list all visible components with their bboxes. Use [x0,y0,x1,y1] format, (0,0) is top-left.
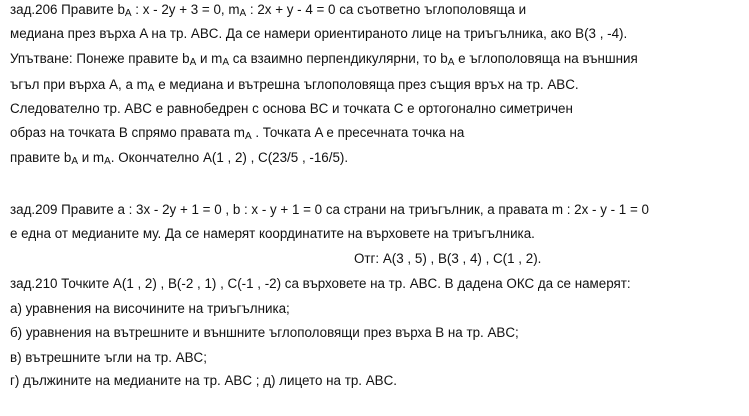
text: и m [78,150,105,165]
hint-206-line-3: Следователно тр. ABC е равнобедрен с основа BC и точката C е ортогонално симетричен [10,101,573,116]
hint-206-line-4 [10,124,464,142]
text: . Окончателно A(1 , 2) , C(23/5 , -16/5). [110,150,349,165]
hint-206-line-1 [10,50,638,68]
text: : 2x + y - 4 = 0 са съответно ъглополовяща и [246,2,527,17]
problem-206-line-1 [10,1,526,19]
problem-210-line-1: зад.210 Точките A(1 , 2) , B(-2 , 1) , C(-1 , -2) са върховете на тр. ABC. В дадена ОКС да се намерят: [10,276,631,291]
text: правите b [10,150,72,165]
text: е ъглополовяща на външния [454,51,638,66]
hint-206-line-2 [10,76,579,94]
problem-210-item-c: в) вътрешните ъгли на тр. ABC; [10,350,207,365]
subscript: A [124,8,132,19]
subscript: A [447,57,455,68]
text: . Точката A е пресечната точка на [251,125,465,140]
text: : x - 2y + 3 = 0, m [131,2,240,17]
subscript: A [104,156,111,167]
problem-210-item-a: а) уравнения на височините на триъгълника; [10,301,290,316]
text: е медиана и вътрешна ъглополовяща през същия връх на тр. ABC. [154,77,579,92]
problem-210-item-d: г) дължините на медианите на тр. ABC ; д) лицето на тр. ABC. [10,373,397,388]
text: зад.206 Правите b [10,2,125,17]
subscript: A [244,131,252,142]
subscript: A [239,8,247,19]
problem-209-line-2: е една от медианите му. Да се намерят координатите на върховете на триъгълника. [10,226,535,241]
problem-209-line-1: зад.209 Правите a : 3x - 2y + 1 = 0 , b : x - y + 1 = 0 са страни на триъгълник, а правата m : 2x - y - 1 = 0 [10,202,649,217]
text: образ на точката B спрямо правата m [10,125,245,140]
text: ъгъл при върха A, а m [10,77,148,92]
text: са взаимно перпендикулярни, то b [229,51,448,66]
subscript: A [189,57,197,68]
text: и m [196,51,223,66]
hint-206-line-5 [10,149,348,167]
problem-206-line-2: медиана през върха A на тр. ABC. Да се намери ориентираното лице на триъгълника, ако B(3 , -4). [10,26,628,41]
subscript: A [147,83,155,94]
subscript: A [71,156,79,167]
text: Упътване: Понеже правите b [10,51,190,66]
problem-210-item-b: б) уравнения на вътрешните и външните ъглополовящи през върха B на тр. ABC; [10,325,519,340]
problem-209-answer: Отг: A(3 , 5) , B(3 , 4) , C(1 , 2). [354,251,542,266]
subscript: A [222,57,229,68]
